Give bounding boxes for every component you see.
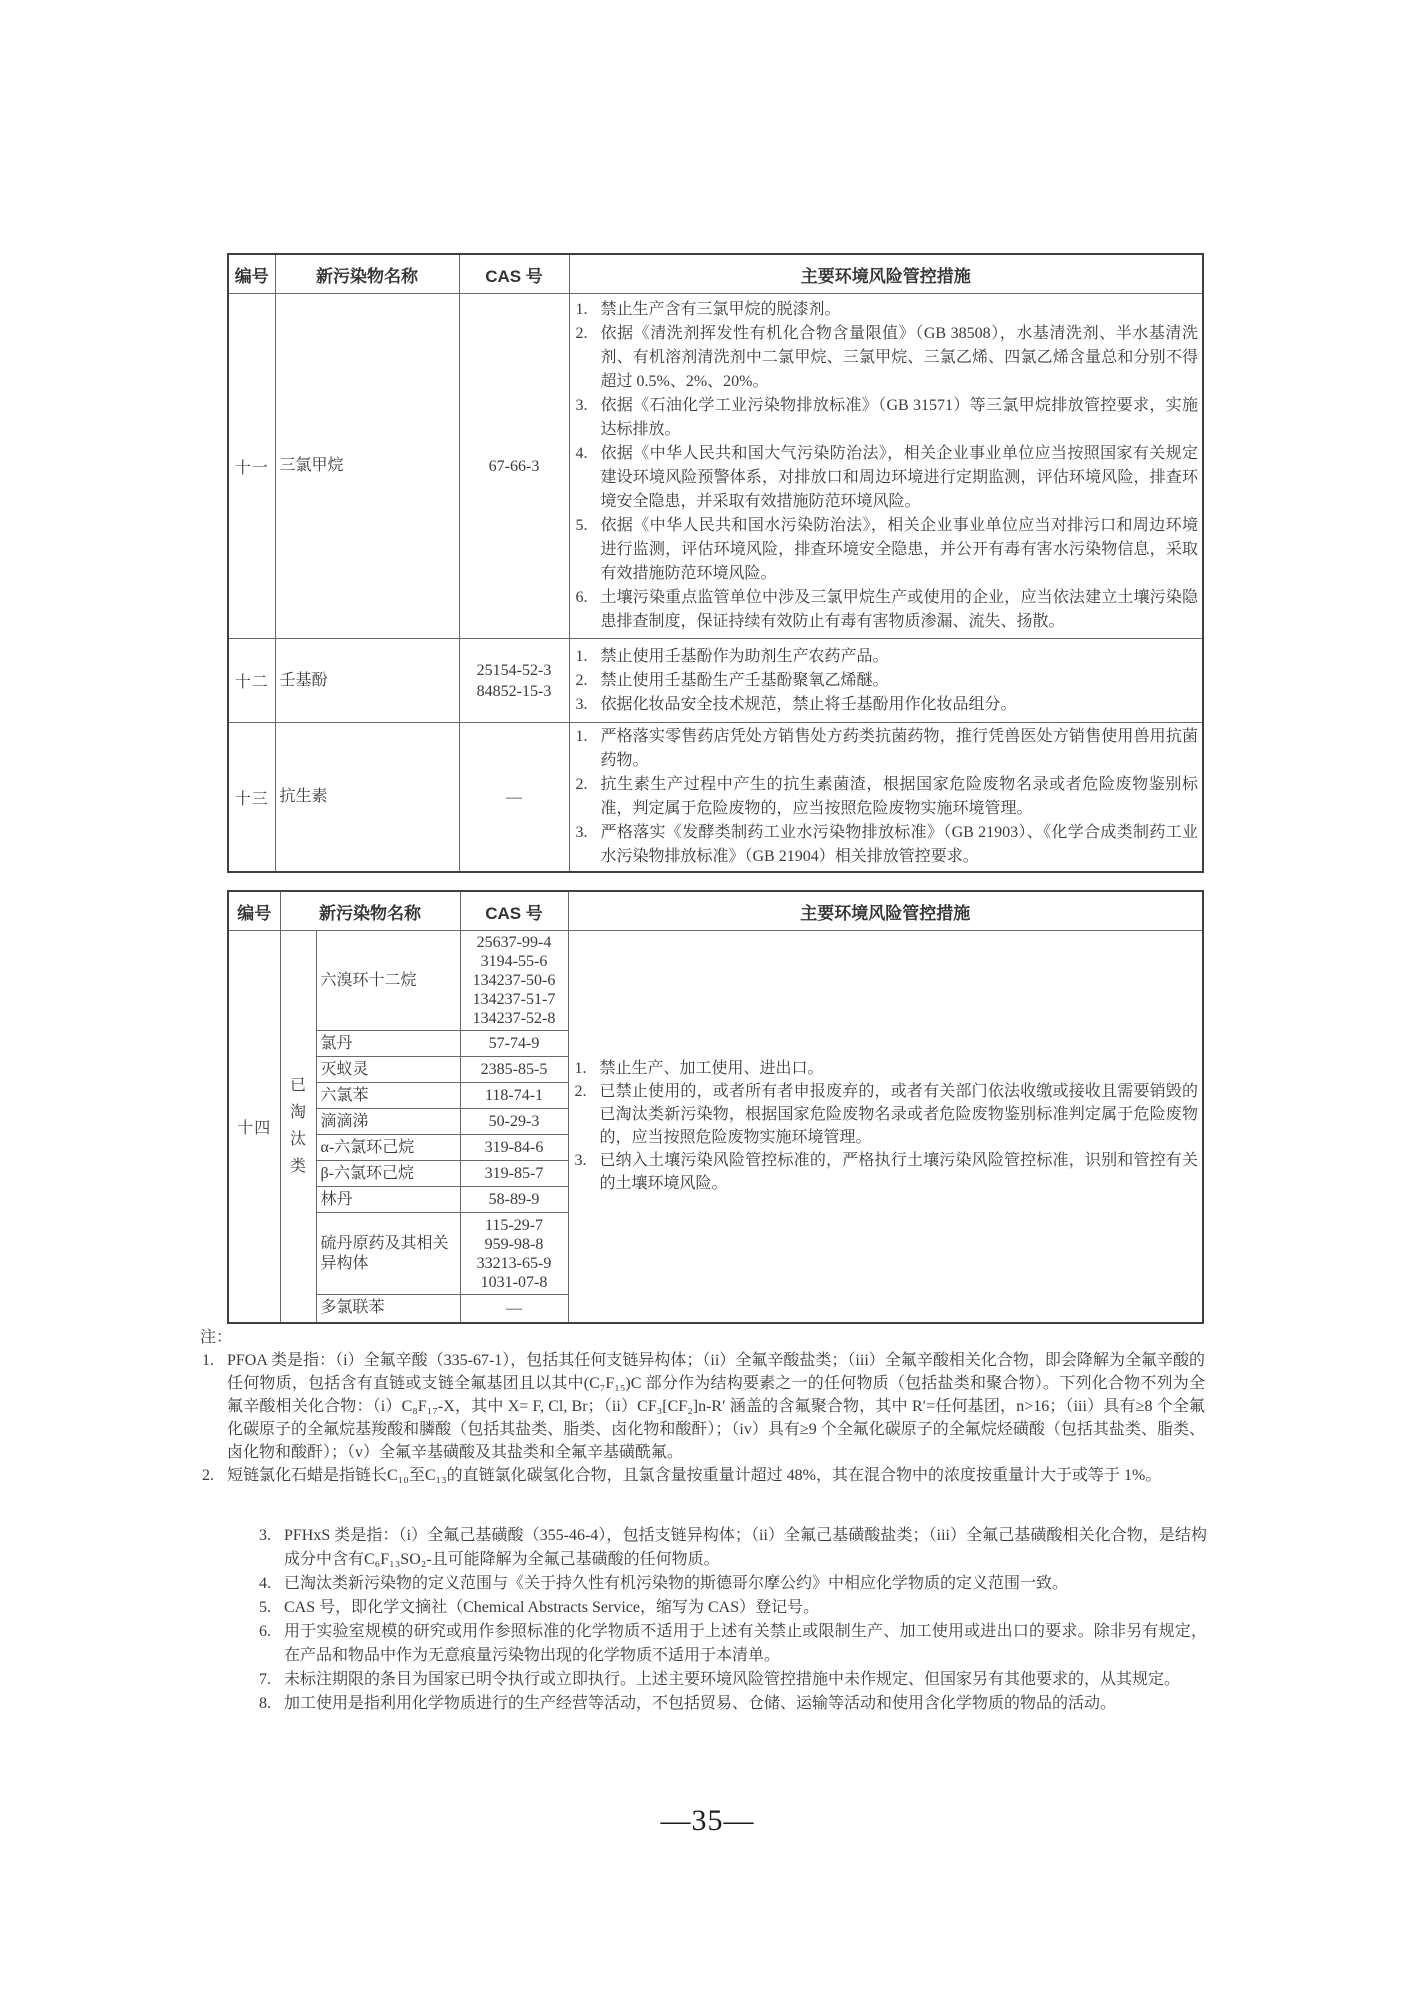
cas-number: — [506, 788, 522, 806]
note-text: CAS 号，即化学文摘社（Chemical Abstracts Service，缩写为 CAS）登记号。 [284, 1599, 820, 1616]
measure-item: 土壤污染重点监管单位中涉及三氯甲烷生产或使用的企业，应当依法建立土壤污染隐患排查制度，保证持续有效防止有毒有害物质渗漏、流失、扬散。 [600, 589, 1198, 630]
cas-number: 118-74-1 [484, 1087, 544, 1104]
col-header-name: 新污染物名称 [275, 254, 459, 294]
note-number: 8. [259, 1695, 271, 1712]
cas-cell [459, 294, 569, 639]
pollutant-name-cell: 六溴环十二烷 [316, 931, 460, 1031]
table-row [228, 723, 1203, 873]
cas-number: 50-29-3 [488, 1113, 540, 1130]
col-header-measures: 主要环境风险管控措施 [569, 254, 1203, 294]
note-number: 4. [259, 1575, 271, 1592]
cas-cell [460, 1057, 568, 1083]
note-text: 加工使用是指利用化学物质进行的生产经营等活动，不包括贸易、仓储、运输等活动和使用含化学物质的物品的活动。 [284, 1695, 1117, 1712]
cas-cell [460, 1083, 568, 1109]
note-text: 已淘汰类新污染物的定义范围与《关于持久性有机污染物的斯德哥尔摩公约》中相应化学物质的定义范围一致。 [284, 1575, 1069, 1592]
note-text: 未标注期限的条目为国家已明令执行或立即执行。上述主要环境风险管控措施中未作规定、但国家另有其他要求的，从其规定。 [284, 1671, 1181, 1688]
note-number: 7. [259, 1671, 271, 1688]
cas-cell [460, 931, 568, 1031]
cas-number: 115-29-7 [484, 1216, 544, 1234]
col-header-name: 新污染物名称 [280, 891, 460, 931]
cas-number: — [506, 1299, 522, 1317]
row-number-cell: 十一 [228, 294, 275, 639]
cas-number: 58-89-9 [488, 1191, 540, 1208]
category-cell [280, 931, 316, 1323]
col-header-measures: 主要环境风险管控措施 [568, 891, 1203, 931]
note-item [257, 1524, 1207, 1572]
measure-item: 已纳入土壤污染风险管控标准的，严格执行土壤污染风险管控标准，识别和管控有关的土壤环境风险。 [599, 1152, 1198, 1193]
table-row [228, 931, 1203, 1031]
note-number: 2. [202, 1467, 214, 1484]
note-item [257, 1668, 1207, 1692]
row-number-cell: 十四 [228, 931, 280, 1323]
pollutant-name-cell: 氯丹 [316, 1031, 460, 1057]
cas-cell [460, 1187, 568, 1213]
note-item [257, 1572, 1207, 1596]
measure-item: 禁止生产含有三氯甲烷的脱漆剂。 [600, 301, 841, 318]
notes-block-1 [200, 1326, 1205, 1487]
note-item [200, 1349, 1205, 1464]
note-number: 6. [259, 1623, 271, 1640]
measures-cell [569, 639, 1203, 723]
measure-item: 依据化妆品安全技术规范，禁止将壬基酚用作化妆品组分。 [600, 695, 1017, 713]
measures-list [574, 298, 1199, 634]
note-number: 3. [259, 1527, 271, 1544]
notes-label: 注： [200, 1329, 233, 1346]
cas-number: 25154-52-3 [476, 661, 552, 679]
cas-cell [460, 1135, 568, 1161]
measure-item: 依据《清洗剂挥发性有机化合物含量限值》（GB 38508），水基清洗剂、半水基清洗剂、有机溶剂清洗剂中二氯甲烷、三氯甲烷、三氯乙烯、四氯乙烯含量总和分别不得超过 0.5%、2%、20%。 [600, 325, 1198, 390]
cas-number: 319-84-6 [484, 1139, 544, 1156]
cas-number: 1031-07-8 [480, 1273, 548, 1291]
pollutant-name-cell: 多氯联苯 [316, 1295, 460, 1323]
note-item [257, 1692, 1207, 1716]
cas-number: 84852-15-3 [476, 682, 552, 700]
cas-number: 33213-65-9 [476, 1254, 552, 1272]
cas-cell [460, 1109, 568, 1135]
measure-item: 禁止使用壬基酚生产壬基酚聚氧乙烯醚。 [600, 671, 889, 689]
pollutant-name-cell: 滴滴涕 [316, 1109, 460, 1135]
pollutants-table-1 [227, 253, 1204, 873]
cas-cell [460, 1031, 568, 1057]
cas-number: 3194-55-6 [480, 953, 548, 970]
measure-item: 依据《中华人民共和国大气污染防治法》，相关企业事业单位应当按照国家有关规定建设环境风险预警体系，对排放口和周边环境进行定期监测，评估环境风险，排查环境安全隐患，并采取有效措施防范环境风险。 [600, 445, 1198, 510]
cas-cell [460, 1213, 568, 1295]
measure-item: 抗生素生产过程中产生的抗生素菌渣，根据国家危险废物名录或者危险废物鉴别标准，判定属于危险废物的，应当按照危险废物实施环境管理。 [600, 776, 1198, 817]
measures-cell [568, 931, 1203, 1323]
cas-cell [459, 723, 569, 873]
cas-number: 134237-52-8 [472, 1010, 556, 1027]
cas-number: 134237-51-7 [472, 991, 556, 1008]
pollutant-name-cell: 硫丹原药及其相关异构体 [316, 1213, 460, 1295]
pollutant-name-cell: α-六氯环己烷 [316, 1135, 460, 1161]
measures-list [574, 645, 1199, 717]
col-header-cas: CAS 号 [459, 254, 569, 294]
measure-item: 禁止使用壬基酚作为助剂生产农药产品。 [600, 647, 889, 665]
note-text: PFHxS 类是指：（i）全氟己基磺酸（355-46-4），包括支链异构体；（ii）全氟己基磺酸盐类；（iii）全氟己基磺酸相关化合物，是结构成分中含有C₆F₁₃SO₂-且可能降解为全氟己基磺酸的任何物质。 [284, 1527, 1207, 1568]
note-text: PFOA 类是指：（i）全氟辛酸（335-67-1），包括其任何支链异构体；（ii）全氟辛酸盐类；（iii）全氟辛酸相关化合物，即会降解为全氟辛酸的任何物质，包括含有直链或支链全氟基团且以其中(C₇F₁₅)C 部分作为结构要素之一的任何物质（包括盐类和聚合物）。下列化合物不列为全氟辛酸相关化合物：（i）C₈F₁₇-X，其中 X= F, Cl, Br；（ii）CF₃[CF₂]n-R′ 涵盖的含氟聚合物，其中 R′=任何基团，n>16；（iii）具有≥8 个全氟化碳原子的全氟烷基羧酸和膦酸（包括其盐类、脂类、卤化物和酸酐）；（iv）具有≥9 个全氟化碳原子的全氟烷烃磺酸（包括其盐类、脂类、卤化物和酸酐）；（v）全氟辛基磺酸及其盐类和全氟辛基磺酰氟。 [227, 1352, 1205, 1461]
note-item [257, 1620, 1207, 1668]
cas-cell [460, 1161, 568, 1187]
row-number-cell: 十三 [228, 723, 275, 873]
cas-number: 25637-99-4 [476, 934, 552, 951]
measure-item: 依据《石油化学工业污染物排放标准》（GB 31571）等三氯甲烷排放管控要求，实施达标排放。 [600, 397, 1198, 438]
pollutants-table-2 [227, 890, 1204, 1324]
notes-block-2 [257, 1524, 1207, 1716]
pollutant-name-cell: 抗生素 [275, 723, 459, 873]
measures-cell [569, 294, 1203, 639]
pollutant-name-cell: 壬基酚 [275, 639, 459, 723]
cas-number: 134237-50-6 [472, 972, 556, 989]
table-row [228, 294, 1203, 639]
cas-number: 57-74-9 [488, 1035, 540, 1052]
pollutant-name-cell: 林丹 [316, 1187, 460, 1213]
cas-cell [460, 1295, 568, 1323]
page-number: —35— [660, 1804, 755, 1837]
measure-item: 禁止生产、加工使用、进出口。 [599, 1060, 824, 1078]
cas-number: 67-66-3 [488, 457, 540, 475]
note-text: 用于实验室规模的研究或用作参照标准的化学物质不适用于上述有关禁止或限制生产、加工使用或进出口的要求。除非另有规定，在产品和物品中作为无意痕量污染物出现的化学物质不适用于本清单。 [284, 1623, 1207, 1664]
note-number: 5. [259, 1599, 271, 1616]
measures-cell [569, 723, 1203, 873]
measure-item: 已禁止使用的，或者所有者申报废弃的，或者有关部门依法收缴或接收且需要销毁的已淘汰类新污染物，根据国家危险废物名录或者危险废物鉴别标准判定属于危险废物的，应当按照危险废物实施环境管理。 [599, 1083, 1198, 1147]
cas-number: 319-85-7 [484, 1165, 544, 1182]
category-label: 已淘汰类 [290, 1077, 307, 1176]
pollutant-name-cell: 灭蚁灵 [316, 1057, 460, 1083]
col-header-number: 编号 [228, 891, 280, 931]
measures-list [574, 725, 1199, 869]
note-item [200, 1464, 1205, 1487]
measure-item: 严格落实零售药店凭处方销售处方药类抗菌药物，推行凭兽医处方销售使用兽用抗菌药物。 [600, 728, 1198, 769]
cas-number: 959-98-8 [484, 1235, 544, 1253]
cas-cell [459, 639, 569, 723]
row-number-cell: 十二 [228, 639, 275, 723]
note-text: 短链氯化石蜡是指链长C₁₀至C₁₃的直链氯化碳氢化合物，且氯含量按重量计超过 48%，其在混合物中的浓度按重量计大于或等于 1%。 [227, 1467, 1162, 1484]
measure-item: 依据《中华人民共和国水污染防治法》，相关企业事业单位应当对排污口和周边环境进行监测，评估环境风险，排查环境安全隐患，并公开有毒有害水污染物信息，采取有效措施防范环境风险。 [600, 517, 1198, 582]
measures-list [573, 1057, 1199, 1195]
table-header-row [228, 254, 1203, 294]
cas-number: 2385-85-5 [480, 1061, 548, 1078]
table-header-row [228, 891, 1203, 931]
measure-item: 严格落实《发酵类制药工业水污染物排放标准》（GB 21903）、《化学合成类制药工业水污染物排放标准》（GB 21904）相关排放管控要求。 [600, 824, 1198, 865]
pollutant-name-cell: 三氯甲烷 [275, 294, 459, 639]
col-header-number: 编号 [228, 254, 275, 294]
table-row [228, 639, 1203, 723]
note-item [257, 1596, 1207, 1620]
pollutant-name-cell: 六氯苯 [316, 1083, 460, 1109]
pollutant-name-cell: β-六氯环己烷 [316, 1161, 460, 1187]
col-header-cas: CAS 号 [460, 891, 568, 931]
note-number: 1. [202, 1352, 214, 1369]
